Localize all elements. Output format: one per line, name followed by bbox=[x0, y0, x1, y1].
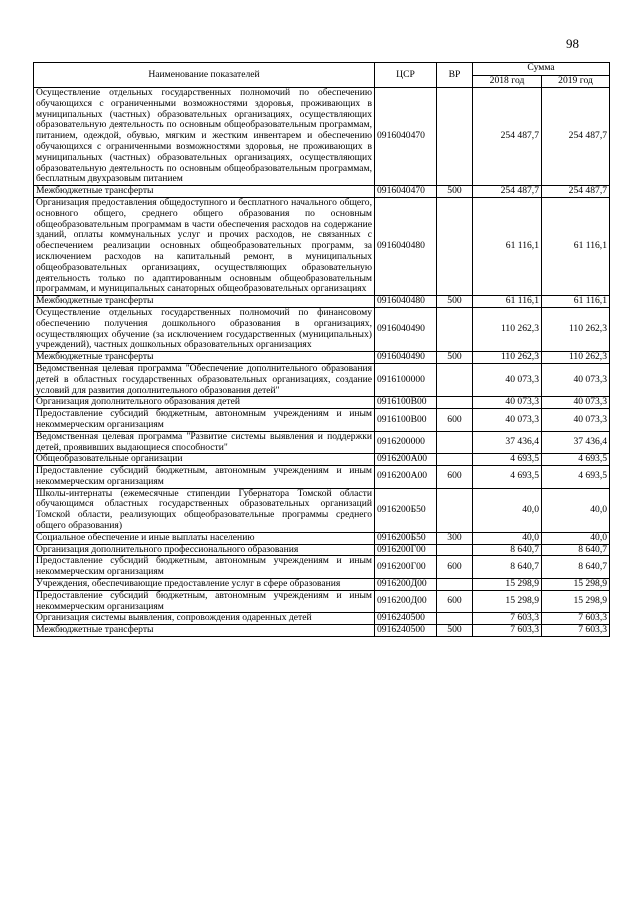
row-sum-2019: 110 262,3 bbox=[542, 352, 610, 364]
table-body bbox=[34, 88, 610, 637]
row-name: Межбюджетные трансферты bbox=[34, 296, 375, 308]
row-csr: 0916100000 bbox=[375, 363, 437, 396]
table-row bbox=[34, 532, 610, 544]
row-name: Ведомственная целевая программа "Обеспечение дополнительного образования детей в областных государственных образовательных организациях, создание условий для развития дополнительного образования детей" bbox=[34, 363, 375, 396]
table-row bbox=[34, 613, 610, 625]
row-sum-2019: 61 116,1 bbox=[542, 296, 610, 308]
table-row bbox=[34, 466, 610, 489]
row-sum-2019: 254 487,7 bbox=[542, 186, 610, 198]
row-name: Организация системы выявления, сопровождения одаренных детей bbox=[34, 613, 375, 625]
table-row bbox=[34, 590, 610, 613]
row-sum-2019: 61 116,1 bbox=[542, 197, 610, 295]
row-vr bbox=[437, 88, 473, 186]
row-vr bbox=[437, 454, 473, 466]
row-sum-2019: 7 603,3 bbox=[542, 613, 610, 625]
row-sum-2018: 110 262,3 bbox=[473, 352, 542, 364]
table-row bbox=[34, 197, 610, 295]
row-name: Школы-интернаты (ежемесячные стипендии Губернатора Томской области обучающимся областных государственных образовательных организаций Томской области, реализующих общеобразовательные программы среднего общего образования) bbox=[34, 488, 375, 532]
row-csr: 0916040490 bbox=[375, 307, 437, 351]
row-name: Ведомственная целевая программа "Развитие системы выявления и поддержки детей, проявивших выдающиеся способности" bbox=[34, 431, 375, 454]
row-vr bbox=[437, 197, 473, 295]
row-sum-2018: 40,0 bbox=[473, 532, 542, 544]
header-name: Наименование показателей bbox=[34, 63, 375, 88]
table-row bbox=[34, 88, 610, 186]
row-csr: 0916040470 bbox=[375, 186, 437, 198]
table-row bbox=[34, 556, 610, 579]
row-name: Межбюджетные трансферты bbox=[34, 352, 375, 364]
row-name: Осуществление отдельных государственных полномочий по обеспечению обучающихся с ограниченными возможностями здоровья, проживающих в муниципальных (частных) образовательных организациях, осуществляющих образовательную деятельность по основным общеобразовательным программам, питанием, одеждой, обувью, мягким и жестким инвентарем и обеспечению обучающихся с ограниченными возможностями здоровья, не проживающих в муниципальных (частных) образовательных организациях, осуществляющих образовательную деятельность по основным общеобразовательным программам, бесплатным двухразовым питанием bbox=[34, 88, 375, 186]
row-sum-2019: 40 073,3 bbox=[542, 363, 610, 396]
row-sum-2018: 61 116,1 bbox=[473, 296, 542, 308]
row-csr: 0916200Б50 bbox=[375, 488, 437, 532]
row-csr: 0916200Г00 bbox=[375, 544, 437, 556]
budget-table bbox=[33, 62, 610, 637]
table-row bbox=[34, 363, 610, 396]
row-vr: 500 bbox=[437, 296, 473, 308]
row-csr: 0916200Д00 bbox=[375, 590, 437, 613]
row-vr bbox=[437, 363, 473, 396]
row-vr bbox=[437, 307, 473, 351]
row-name: Межбюджетные трансферты bbox=[34, 186, 375, 198]
row-vr bbox=[437, 579, 473, 591]
row-csr: 0916200Д00 bbox=[375, 579, 437, 591]
row-sum-2019: 40,0 bbox=[542, 488, 610, 532]
page-number: 98 bbox=[566, 36, 579, 51]
row-csr: 0916200А00 bbox=[375, 466, 437, 489]
row-sum-2018: 110 262,3 bbox=[473, 307, 542, 351]
row-csr: 0916200А00 bbox=[375, 454, 437, 466]
row-sum-2018: 40 073,3 bbox=[473, 409, 542, 432]
row-vr: 600 bbox=[437, 556, 473, 579]
row-name: Осуществление отдельных государственных полномочий по финансовому обеспечению получения дошкольного образования в организациях, осуществляющих обучение (за исключением государственных (муниципальных) учреждений), частных дошкольных образовательных организациях bbox=[34, 307, 375, 351]
row-name: Учреждения, обеспечивающие предоставление услуг в сфере образования bbox=[34, 579, 375, 591]
row-csr: 0916200Г00 bbox=[375, 556, 437, 579]
row-sum-2018: 37 436,4 bbox=[473, 431, 542, 454]
header-year-2018: 2018 год bbox=[473, 75, 542, 88]
row-vr: 300 bbox=[437, 532, 473, 544]
row-name: Предоставление субсидий бюджетным, автономным учреждениям и иным некоммерческим организациям bbox=[34, 466, 375, 489]
row-sum-2019: 7 603,3 bbox=[542, 625, 610, 637]
row-sum-2018: 4 693,5 bbox=[473, 454, 542, 466]
row-vr bbox=[437, 488, 473, 532]
row-sum-2019: 15 298,9 bbox=[542, 579, 610, 591]
row-sum-2018: 40,0 bbox=[473, 488, 542, 532]
row-name: Предоставление субсидий бюджетным, автономным учреждениям и иным некоммерческим организациям bbox=[34, 409, 375, 432]
row-vr bbox=[437, 544, 473, 556]
row-sum-2019: 8 640,7 bbox=[542, 556, 610, 579]
table-row bbox=[34, 431, 610, 454]
row-vr: 500 bbox=[437, 625, 473, 637]
row-csr: 0916040490 bbox=[375, 352, 437, 364]
row-vr: 500 bbox=[437, 186, 473, 198]
row-name: Предоставление субсидий бюджетным, автономным учреждениям и иным некоммерческим организациям bbox=[34, 556, 375, 579]
row-sum-2018: 254 487,7 bbox=[473, 186, 542, 198]
row-sum-2018: 8 640,7 bbox=[473, 556, 542, 579]
row-csr: 0916200Б50 bbox=[375, 532, 437, 544]
row-sum-2018: 8 640,7 bbox=[473, 544, 542, 556]
table-row bbox=[34, 352, 610, 364]
row-sum-2019: 40 073,3 bbox=[542, 409, 610, 432]
row-name: Предоставление субсидий бюджетным, автономным учреждениям и иным некоммерческим организациям bbox=[34, 590, 375, 613]
table-row bbox=[34, 579, 610, 591]
row-sum-2018: 61 116,1 bbox=[473, 197, 542, 295]
row-sum-2018: 4 693,5 bbox=[473, 466, 542, 489]
row-sum-2019: 37 436,4 bbox=[542, 431, 610, 454]
row-sum-2019: 40 073,3 bbox=[542, 397, 610, 409]
row-sum-2018: 40 073,3 bbox=[473, 397, 542, 409]
table-row bbox=[34, 186, 610, 198]
row-sum-2019: 4 693,5 bbox=[542, 454, 610, 466]
row-sum-2018: 40 073,3 bbox=[473, 363, 542, 396]
row-vr bbox=[437, 613, 473, 625]
row-name: Организация предоставления общедоступного и бесплатного начального общего, основного общего, среднего общего образования по основным общеобразовательным программам в части обеспечения расходов на содержание зданий, оплаты коммунальных услуг и прочих расходов, не связанных с обеспечением реализации основных общеобразовательных программ, за исключением расходов на капитальный ремонт, в муниципальных общеобразовательных организациях, осуществляющих образовательную деятельность только по адаптированным основным общеобразовательным программам, и муниципальных санаторных общеобразовательных организациях bbox=[34, 197, 375, 295]
row-sum-2019: 254 487,7 bbox=[542, 88, 610, 186]
header-vr: ВР bbox=[437, 63, 473, 88]
row-vr bbox=[437, 431, 473, 454]
table-row bbox=[34, 488, 610, 532]
table-row bbox=[34, 625, 610, 637]
row-sum-2018: 15 298,9 bbox=[473, 579, 542, 591]
row-csr: 0916240500 bbox=[375, 613, 437, 625]
row-sum-2018: 7 603,3 bbox=[473, 625, 542, 637]
row-vr: 600 bbox=[437, 590, 473, 613]
row-vr: 600 bbox=[437, 466, 473, 489]
row-name: Межбюджетные трансферты bbox=[34, 625, 375, 637]
table-row bbox=[34, 409, 610, 432]
row-name: Организация дополнительного образования детей bbox=[34, 397, 375, 409]
row-csr: 0916040480 bbox=[375, 296, 437, 308]
row-vr: 600 bbox=[437, 409, 473, 432]
table-row bbox=[34, 544, 610, 556]
row-csr: 0916100В00 bbox=[375, 397, 437, 409]
header-sum: Сумма bbox=[473, 63, 610, 76]
row-vr bbox=[437, 397, 473, 409]
row-sum-2018: 254 487,7 bbox=[473, 88, 542, 186]
row-csr: 0916040480 bbox=[375, 197, 437, 295]
header-csr: ЦСР bbox=[375, 63, 437, 88]
row-sum-2019: 40,0 bbox=[542, 532, 610, 544]
row-csr: 0916200000 bbox=[375, 431, 437, 454]
row-sum-2018: 15 298,9 bbox=[473, 590, 542, 613]
row-sum-2019: 8 640,7 bbox=[542, 544, 610, 556]
row-name: Организация дополнительного профессионального образования bbox=[34, 544, 375, 556]
row-csr: 0916240500 bbox=[375, 625, 437, 637]
row-vr: 500 bbox=[437, 352, 473, 364]
row-sum-2019: 15 298,9 bbox=[542, 590, 610, 613]
row-sum-2019: 110 262,3 bbox=[542, 307, 610, 351]
row-name: Общеобразовательные организации bbox=[34, 454, 375, 466]
row-csr: 0916040470 bbox=[375, 88, 437, 186]
row-sum-2018: 7 603,3 bbox=[473, 613, 542, 625]
row-csr: 0916100В00 bbox=[375, 409, 437, 432]
table-row bbox=[34, 454, 610, 466]
row-name: Социальное обеспечение и иные выплаты населению bbox=[34, 532, 375, 544]
table-header bbox=[34, 63, 610, 88]
table-row bbox=[34, 296, 610, 308]
table-row bbox=[34, 307, 610, 351]
row-sum-2019: 4 693,5 bbox=[542, 466, 610, 489]
table-row bbox=[34, 397, 610, 409]
header-year-2019: 2019 год bbox=[542, 75, 610, 88]
